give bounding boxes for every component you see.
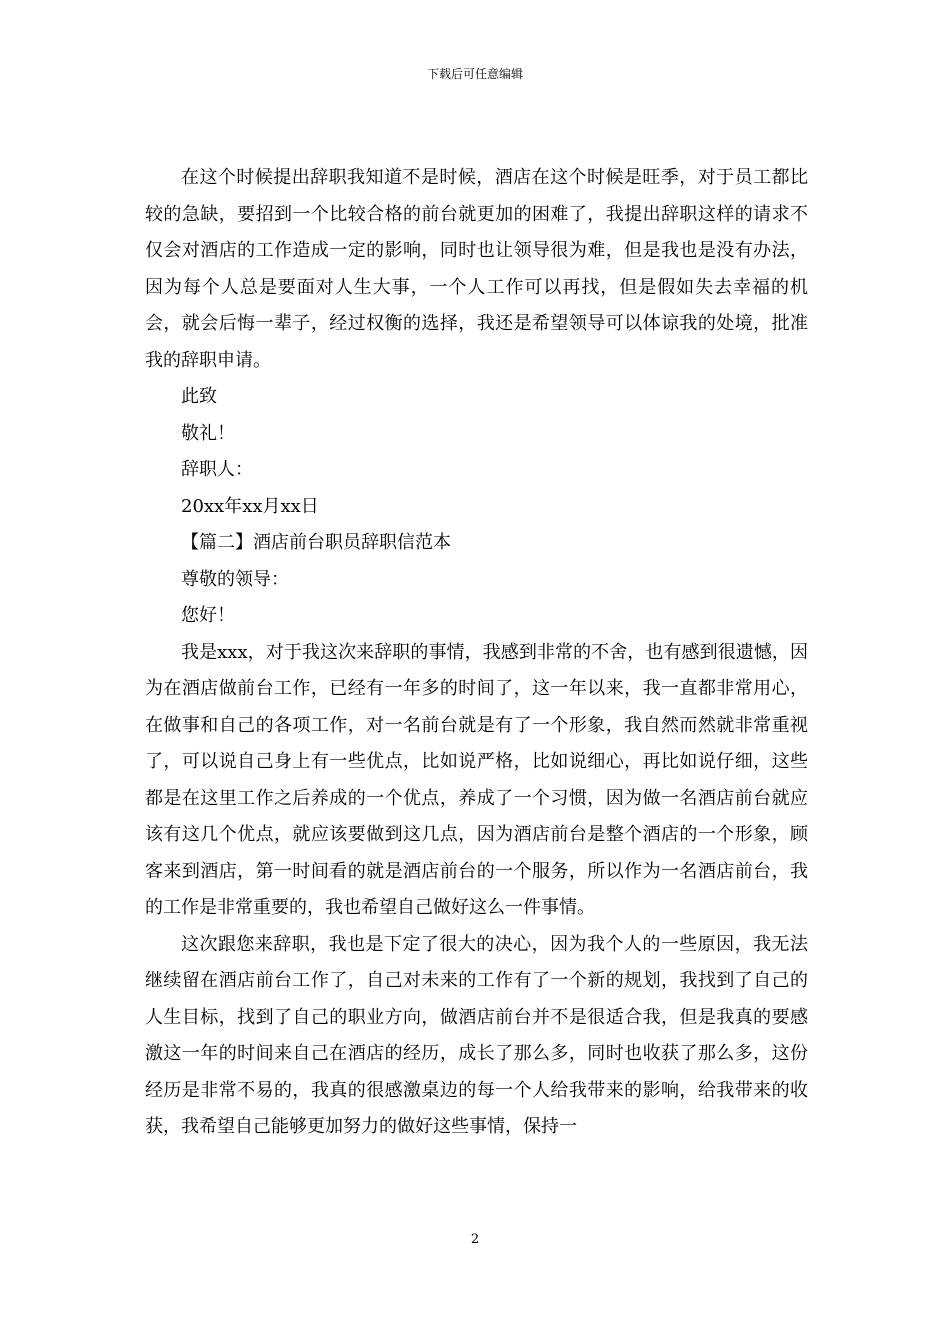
- paragraph-decision: 这次跟您来辞职，我也是下定了很大的决心，因为我个人的一些原因，我无法继续留在酒店前台工作了，自己对未来的工作有了一个新的规划，我找到了自己的人生目标，找到了自己的职业方向，做酒店前台并不是很适合我，但是我真的要感激这一年的时间来自己在酒店的经历，成长了那么多，同时也收获了那么多，这份经历是非常不易的，我真的很感激桌边的每一个人给我带来的影响，给我带来的收获，我希望自己能够更加努力的做好这些事情，保持一: [145, 933, 808, 1137]
- greeting-hello: 您好！: [181, 605, 235, 626]
- section-heading: 【篇二】酒店前台职员辞职信范本: [181, 532, 451, 553]
- page-number: 2: [470, 1232, 480, 1247]
- closing-salutation: 此致: [181, 386, 217, 407]
- paragraph-introduction: 我是xxx，对于我这次来辞职的事情，我感到非常的不舍，也有感到很遗憾，因为在酒店做前台工作，已经有一年多的时间了，这一年以来，我一直都非常用心，在做事和自己的各项工作，对一名前台就是有了一个形象，我自然而然就非常重视了，可以说自己身上有一些优点，比如说严格，比如说细心，再比如说仔细，这些都是在这里工作之后养成的一个优点，养成了一个习惯，因为做一名酒店前台就应该有这几个优点，就应该要做到这几点，因为酒店前台是整个酒店的一个形象，顾客来到酒店，第一时间看的就是酒店前台的一个服务，所以作为一名酒店前台，我的工作是非常重要的，我也希望自己做好这么一件事情。: [145, 641, 808, 918]
- paragraph-resignation-reason: 在这个时候提出辞职我知道不是时候，酒店在这个时候是旺季，对于员工都比较的急缺，要招到一个比较合格的前台就更加的困难了，我提出辞职这样的请求不仅会对酒店的工作造成一定的影响，同时也让领导很为难，但是我也是没有办法，因为每个人总是要面对人生大事，一个人工作可以再找，但是假如失去幸福的机会，就会后悔一辈子，经过权衡的选择，我还是希望领导可以体谅我的处境，批准我的辞职申请。: [145, 167, 808, 371]
- signature-label: 辞职人：: [181, 459, 253, 480]
- date-line: 20xx年xx月xx日: [181, 495, 319, 517]
- closing-regards: 敬礼！: [181, 422, 235, 444]
- page-header: 下载后可任意编辑: [426, 67, 523, 81]
- document-body: [145, 160, 808, 1146]
- greeting-recipient: 尊敬的领导：: [181, 568, 289, 590]
